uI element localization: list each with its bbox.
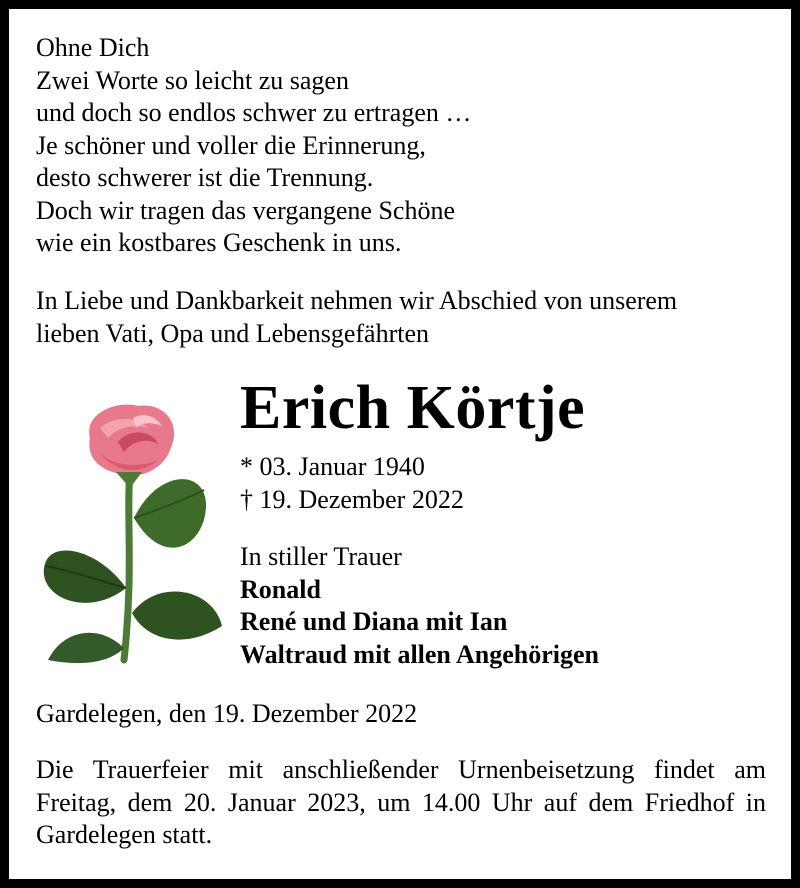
mourner-name: René und Diana mit Ian [240, 607, 508, 636]
life-dates [240, 451, 464, 516]
mourners [240, 541, 599, 671]
birth-date: * 03. Januar 1940 [240, 452, 425, 481]
notice-line: Friedhof in Gardelegen statt. [36, 787, 767, 849]
notice-line: am Freitag, dem 20. Januar 2023, um 14.00 Uhr auf dem [36, 755, 766, 817]
mourner-name: Ronald [240, 574, 321, 604]
poem-line: desto schwerer ist die Trennung. [36, 163, 374, 192]
poem-line: Ohne Dich [36, 33, 150, 62]
poem [36, 32, 471, 260]
mourner-name: Waltraud mit allen Angehörigen [240, 639, 599, 669]
poem-line: Je schöner und voller die Erinnerung, [36, 130, 426, 160]
farewell-intro [36, 285, 677, 350]
rose-image [38, 398, 228, 668]
intro-line: In Liebe und Dankbarkeit nehmen wir Abschied von unserem [36, 286, 678, 315]
funeral-notice [36, 754, 766, 852]
place-date: Gardelegen, den 19. Dezember 2022 [36, 699, 418, 728]
deceased-name: Erich Körtje [240, 374, 586, 442]
poem-line: wie ein kostbares Geschenk in uns. [36, 228, 402, 257]
poem-line: und doch so endlos schwer zu ertragen … [36, 98, 472, 127]
mourners-heading: In stiller Trauer [240, 542, 402, 571]
death-date: † 19. Dezember 2022 [240, 484, 464, 514]
notice-line: Die Trauerfeier mit anschließender Urnenbeisetzung findet [36, 755, 715, 784]
poem-line: Zwei Worte so leicht zu sagen [36, 65, 349, 95]
intro-line: lieben Vati, Opa und Lebensgefährten [36, 318, 429, 348]
poem-line: Doch wir tragen das vergangene Schöne [36, 195, 455, 225]
